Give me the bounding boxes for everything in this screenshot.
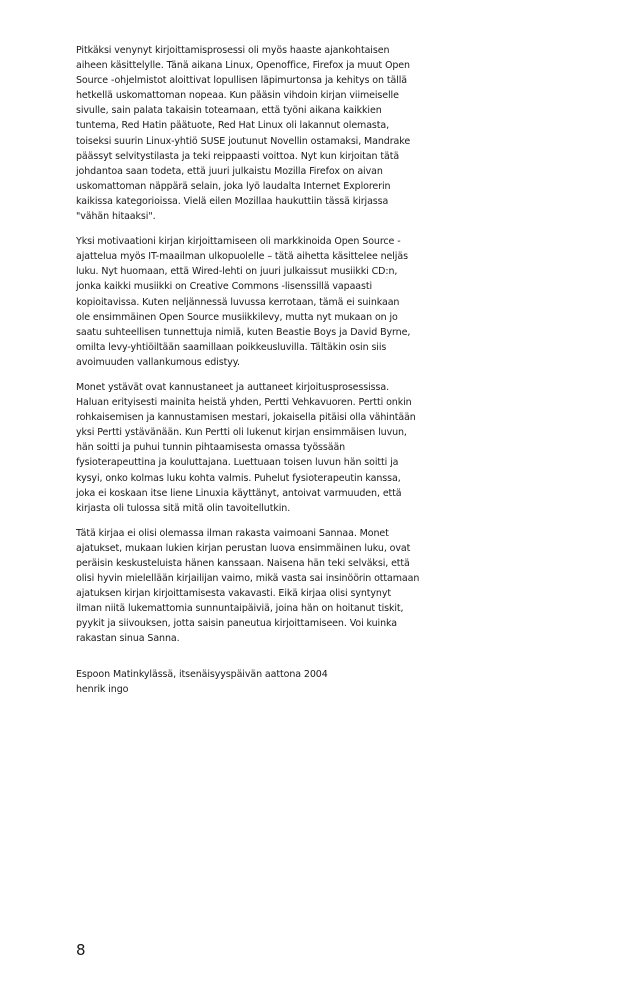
text-line: yksi Pertti ystävänään. Kun Pertti oli lukenut kirjan ensimmäisen luvun,	[76, 427, 407, 439]
text-line: hän soitti ja puhui tunnin pihtaamisesta omassa työssään	[76, 442, 346, 454]
text-line: Haluan erityisesti mainita heistä yhden, Pertti Vehkavuoren. Pertti onkin	[76, 397, 412, 409]
text-line: Tätä kirjaa ei olisi olemassa ilman rakasta vaimoani Sannaa. Monet	[76, 527, 389, 539]
text-line: ilman niitä lukemattomia sunnuntaipäiviä, joina hän on hoitanut tiskit,	[76, 603, 404, 615]
text-line: fysioterapeuttina ja kouluttajana. Luettuaan toisen luvun hän soitti ja	[76, 457, 399, 469]
text-line: kopioitavissa. Kuten neljännessä luvussa kerrotaan, tämä ei suinkaan	[76, 296, 400, 308]
text-line: uskomattoman näppärä selain, joka lyö laudalta Internet Explorerin	[76, 180, 391, 192]
paragraphs	[76, 43, 428, 647]
text-line: tuntema, Red Hatin päätuote, Red Hat Linux oli lakannut olemasta,	[76, 120, 390, 132]
text-line: Monet ystävät ovat kannustaneet ja auttaneet kirjoitusprosessissa.	[76, 381, 389, 393]
signature-author: henrik ingo	[76, 683, 129, 695]
text-line: ajattelua myös IT-maailman ulkopuolelle – tätä aihetta käsittelee neljäs	[76, 251, 408, 263]
text-line: ajatuksen kirjan kirjoittamisesta vakavasti. Eikä kirjaa olisi syntynyt	[76, 588, 391, 600]
text-line: päässyt selvitystilasta ja teki reippaasti voittoa. Nyt kun kirjoitan tätä	[76, 150, 400, 162]
text-line: rakastan sinua Sanna.	[76, 633, 180, 645]
signature-place-date: Espoon Matinkylässä, itsenäisyyspäivän aattona 2004	[76, 668, 328, 680]
text-line: joka ei koskaan itse liene Linuxia käyttänyt, antoivat varmuuden, että	[76, 487, 402, 499]
text-line: rohkaisemisen ja kannustamisen mestari, jokaisella pitäisi olla vähintään	[76, 412, 416, 424]
text-line: Source -ohjelmistot aloittivat lopullisen läpimurtonsa ja kehitys on tällä	[76, 75, 408, 87]
text-line: ajatukset, mukaan lukien kirjan perustan luova ensimmäinen luku, ovat	[76, 542, 411, 554]
text-line: kysyi, onko kolmas luku kohta valmis. Puhelut fysioterapeutin kanssa,	[76, 472, 401, 484]
text-line: avoimuuden vallankumous edistyy.	[76, 356, 240, 368]
text-line: hetkellä uskomattoman nopeaa. Kun pääsin vihdoin kirjan viimeiselle	[76, 90, 399, 102]
text-line: ole ensimmäinen Open Source musiikkilevy, mutta nyt mukaan on jo	[76, 311, 398, 323]
text-line: Pitkäksi venynyt kirjoittamisprosessi oli myös haaste ajankohtaisen	[76, 45, 390, 56]
text-column	[76, 43, 428, 697]
text-line: saatu suhteellisen tunnettuja nimiä, kuten Beastie Boys ja David Byrne,	[76, 326, 411, 338]
text-line: luku. Nyt huomaan, että Wired-lehti on juuri julkaissut musiikki CD:n,	[76, 266, 398, 278]
paragraph	[76, 234, 428, 370]
paragraph	[76, 526, 428, 647]
text-line: omilta levy-yhtiöiltään saamillaan poikkeusluvilla. Tältäkin osin siis	[76, 341, 387, 353]
page-number: 8	[76, 941, 86, 959]
text-line: pyykit ja siivouksen, jotta saisin paneutua kirjoittamiseen. Voi kuinka	[76, 618, 397, 630]
text-line: toiseksi suurin Linux-yhtiö SUSE joutunut Novellin ostamaksi, Mandrake	[76, 135, 411, 147]
text-line: Yksi motivaationi kirjan kirjoittamiseen oli markkinoida Open Source -	[76, 236, 401, 248]
text-line: aiheen käsittelylle. Tänä aikana Linux, Openoffice, Firefox ja muut Open	[76, 60, 410, 72]
signature	[76, 667, 428, 697]
text-line: kirjasta oli tulossa sitä mitä olin tavoitellutkin.	[76, 502, 291, 514]
text-line: "vähän hitaaksi".	[76, 211, 156, 223]
paragraph	[76, 380, 428, 516]
paragraph	[76, 43, 428, 224]
text-line: peräisin keskusteluista hänen kanssaan. Naisena hän teki selväksi, että	[76, 558, 410, 569]
text-line: johdantoa saan todeta, että juuri julkaistu Mozilla Firefox on aivan	[76, 165, 383, 177]
text-line: olisi hyvin mielellään kirjailijan vaimo, mikä vasta sai insinöörin ottamaan	[76, 573, 420, 585]
text-line: kaikissa kategorioissa. Vielä eilen Mozillaa haukuttiin tässä kirjassa	[76, 195, 389, 207]
text-line: sivulle, sain palata takaisin toteamaan, että työni aikana kaikkien	[76, 105, 382, 117]
text-line: jonka kaikki musiikki on Creative Commons -lisenssillä vapaasti	[76, 281, 373, 293]
